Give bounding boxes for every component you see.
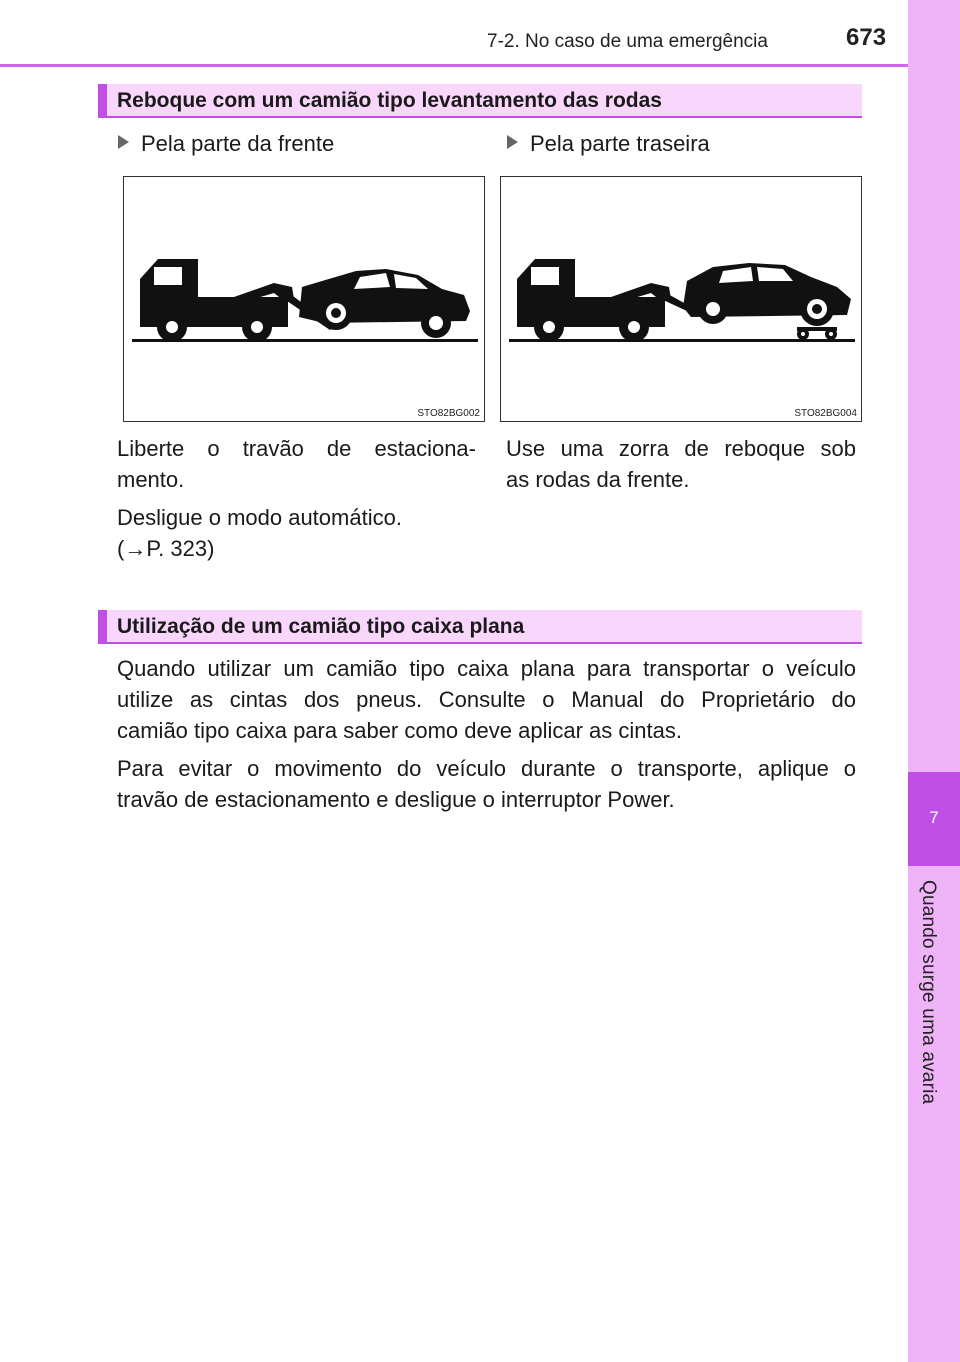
paragraph-flatbed-l2: utilize as cintas dos pneus. Consulte o Manual do Proprietário do bbox=[117, 687, 856, 712]
paragraph-auto-mode-l1: Desligue o modo automático. bbox=[117, 505, 402, 530]
section-heading-text: Reboque com um camião tipo levantamento das rodas bbox=[117, 89, 662, 112]
triangle-bullet-icon bbox=[507, 135, 518, 149]
paragraph-flatbed-l1: Quando utilizar um camião tipo caixa plana para transportar o veículo bbox=[117, 656, 856, 681]
figure-tow-rear bbox=[500, 176, 862, 422]
section-heading-wheel-lift bbox=[98, 84, 862, 118]
paragraph-transport-l2: travão de estacionamento e desligue o interruptor Power. bbox=[117, 787, 675, 812]
tow-truck-front-illustration bbox=[124, 177, 486, 423]
paragraph-dolly-l2: as rodas da frente. bbox=[506, 467, 690, 492]
paragraph-transport-l1: Para evitar o movimento do veículo durante o transporte, aplique o bbox=[117, 756, 856, 781]
paragraph-flatbed-l3: camião tipo caixa para saber como deve aplicar as cintas. bbox=[117, 718, 682, 743]
bullet-text: Pela parte da frente bbox=[141, 131, 335, 156]
figure-code: STO82BG002 bbox=[417, 408, 480, 419]
paragraph-release-brake-l2: mento. bbox=[117, 467, 185, 492]
bullet-front bbox=[118, 131, 334, 157]
section-heading-text: Utilização de um camião tipo caixa plana bbox=[117, 615, 525, 638]
paragraph-dolly-l1: Use uma zorra de reboque sob bbox=[506, 436, 856, 461]
tow-truck-rear-illustration bbox=[501, 177, 863, 423]
figure-tow-front bbox=[123, 176, 485, 422]
chapter-number: 7 bbox=[929, 808, 939, 827]
chapter-sidebar bbox=[908, 0, 960, 1362]
paragraph-release-brake-l1: Liberte o travão de estaciona- bbox=[117, 436, 476, 461]
paragraph-auto-mode-l2[interactable]: (→P. 323) bbox=[117, 536, 215, 561]
figure-code: STO82BG004 bbox=[794, 408, 857, 419]
bullet-rear bbox=[507, 131, 710, 157]
running-header: 7-2. No caso de uma emergência bbox=[487, 31, 768, 52]
triangle-bullet-icon bbox=[118, 135, 129, 149]
chapter-title: Quando surge uma avaria bbox=[918, 880, 939, 1105]
page-number: 673 bbox=[846, 24, 887, 51]
header-rule bbox=[0, 64, 908, 67]
bullet-text: Pela parte traseira bbox=[530, 131, 710, 156]
section-heading-flatbed bbox=[98, 610, 862, 644]
